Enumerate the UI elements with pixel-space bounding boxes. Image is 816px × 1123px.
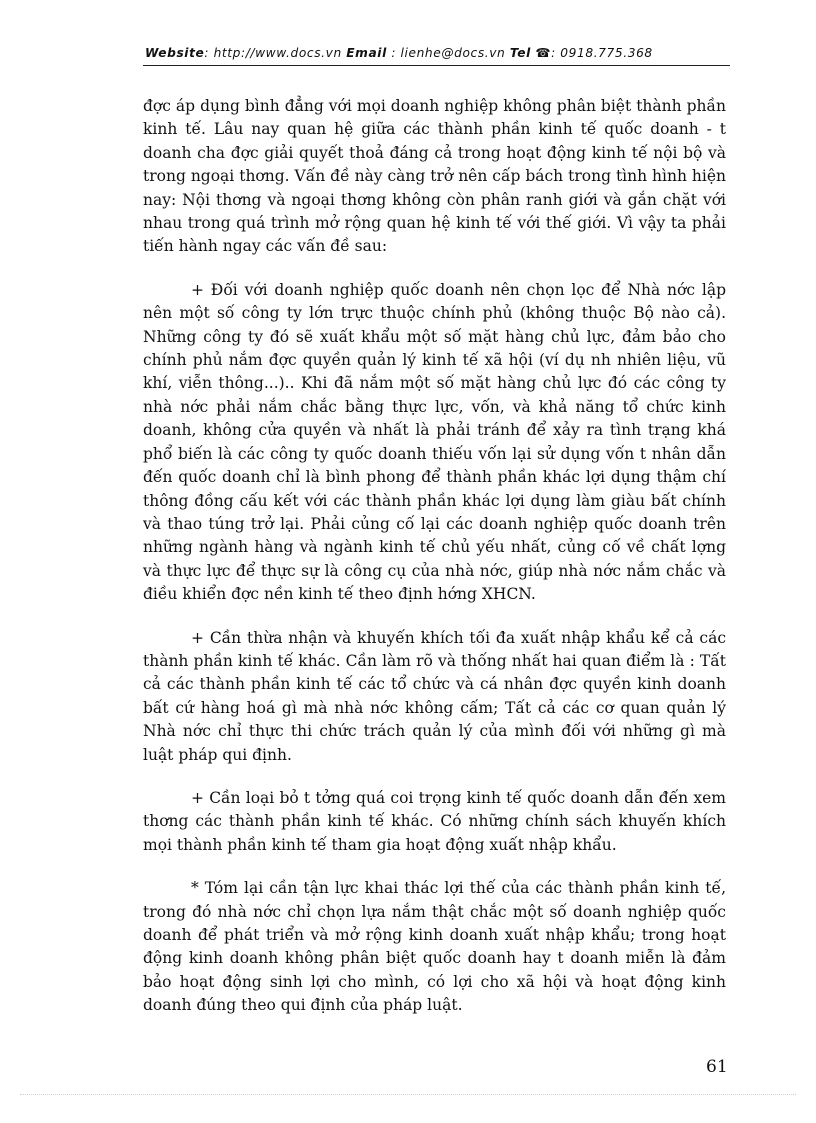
- tel-label: Tel: [509, 46, 531, 60]
- body-paragraph-4: + Cần loại bỏ t tởng quá coi trọng kinh tế quốc doanh dẫn đến xem thơng các thành phần kinh tế khác. Có những chính sách khuyến khích mọi thành phần kinh tế tham gia hoạt động xuất nhập khẩu.: [143, 788, 726, 854]
- document-body: [143, 95, 726, 1038]
- footer-divider: [20, 1094, 796, 1095]
- tel-number: : 0918.775.368: [551, 46, 653, 60]
- phone-icon: ☎: [535, 46, 552, 60]
- email-separator: :: [386, 46, 401, 60]
- body-paragraph-1: đợc áp dụng bình đẳng với mọi doanh nghiệp không phân biệt thành phần kinh tế. Lâu nay quan hệ giữa các thành phần kinh tế quốc doanh - t doanh cha đợc giải quyết thoả đáng cả trong hoạt động kinh tế nội bộ và trong ngoại thơng. Vấn đề này càng trở nên cấp bách trong tình hình hiện nay: Nội thơng và ngoại thơng không còn phân ranh giới và gắn chặt với nhau trong quá trình mở rộng quan hệ kinh tế với thế giới. Vì vậy ta phải tiến hành ngay các vấn đề sau:: [143, 97, 726, 256]
- page-header: [145, 46, 728, 64]
- website-separator: :: [204, 46, 214, 60]
- website-url[interactable]: http://www.docs.vn: [213, 46, 347, 60]
- header-divider: [143, 65, 730, 66]
- page-number: 61: [706, 1057, 728, 1077]
- body-paragraph-5: * Tóm lại cần tận lực khai thác lợi thế của các thành phần kinh tế, trong đó nhà nớc chỉ chọn lựa nắm thật chắc một số doanh nghiệp quốc doanh để phát triển và mở rộng kinh doanh xuất nhập khẩu; trong hoạt động kinh doanh không phân biệt quốc doanh hay t doanh miễn là đảm bảo hoạt động sinh lợi cho mình, có lợi cho xã hội và hoạt động kinh doanh đúng theo qui định của pháp luật.: [143, 879, 726, 1015]
- body-paragraph-3: + Cần thừa nhận và khuyến khích tối đa xuất nhập khẩu kể cả các thành phần kinh tế khác. Cần làm rõ và thống nhất hai quan điểm là : Tất cả các thành phần kinh tế các tổ chức và cá nhân đợc quyền kinh doanh bất cứ hàng hoá gì mà nhà nớc không cấm; Tất cả các cơ quan quản lý Nhà nớc chỉ thực thi chức trách quản lý của mình đối với những gì mà luật pháp qui định.: [143, 628, 726, 764]
- body-paragraph-2: + Đối với doanh nghiệp quốc doanh nên chọn lọc để Nhà nớc lập nên một số công ty lớn trực thuộc chính phủ (không thuộc Bộ nào cả). Những công ty đó sẽ xuất khẩu một số mặt hàng chủ lực, đảm bảo cho chính phủ nắm đợc quyền quản lý kinh tế xã hội (ví dụ nh nhiên liệu, vũ khí, viễn thông...).. Khi đã nắm một số mặt hàng chủ lực đó các công ty nhà nớc phải nắm chắc bằng thực lực, vốn, và khả năng tổ chức kinh doanh, không cửa quyền và nhất là phải tránh để xảy ra tình trạng khá phổ biến là các công ty quốc doanh thiếu vốn lại sử dụng vốn t nhân dẫn đến quốc doanh chỉ là bình phong để thành phần khác lợi dụng thậm chí thông đồng cấu kết với các thành phần khác lợi dụng làm giàu bất chính và thao túng trở lại. Phải củng cố lại các doanh nghiệp quốc doanh trên những ngành hàng và ngành kinh tế chủ yếu nhất, củng cố về chất lợng và thực lực để thực sự là công cụ của nhà nớc, giúp nhà nớc nắm chắc và điều khiển đợc nền kinh tế theo định hớng XHCN.: [143, 280, 726, 604]
- website-label: Website: [145, 46, 205, 60]
- email-label: Email: [346, 46, 387, 60]
- email-address[interactable]: lienhe@docs.vn: [400, 46, 510, 60]
